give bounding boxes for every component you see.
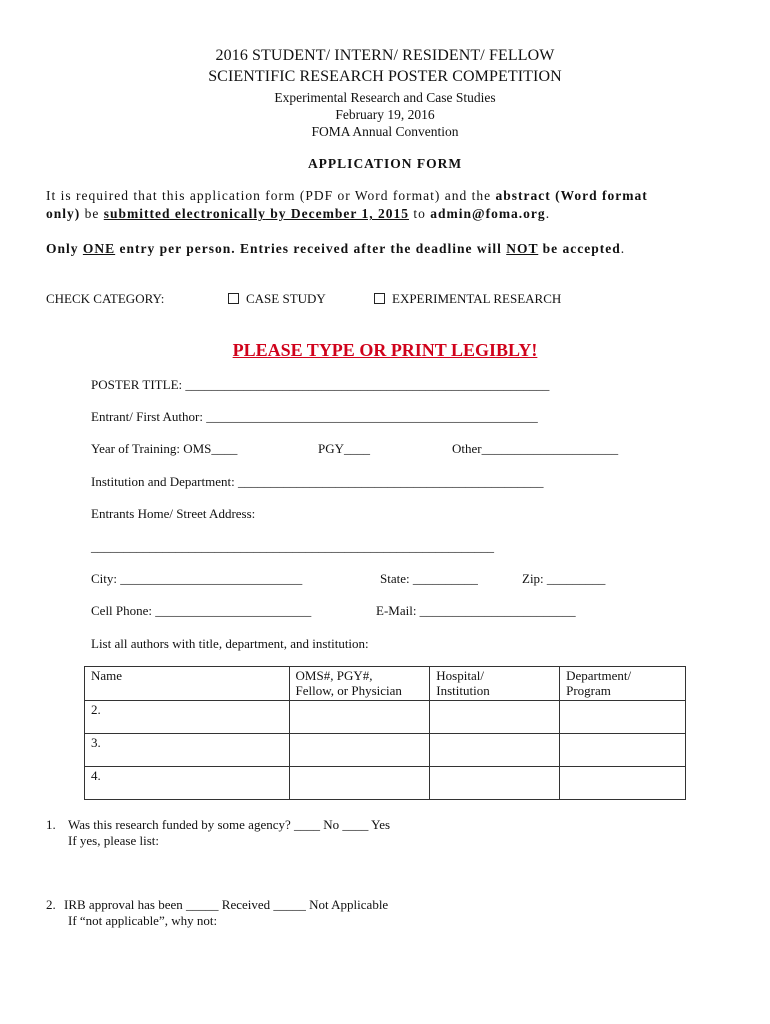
instructions-line-2 (46, 206, 550, 222)
row-number: 2. (91, 702, 101, 717)
title-line-2: SCIENTIFIC RESEARCH POSTER COMPETITION (208, 68, 562, 85)
author-hospital-cell[interactable] (430, 734, 560, 767)
row-number: 4. (91, 768, 101, 783)
year-pgy-field[interactable]: PGY____ (318, 441, 371, 456)
year-oms-field[interactable]: Year of Training: OMS____ (91, 441, 238, 456)
entry-rule-text-3: be accepted (538, 241, 621, 256)
authors-label: List all authors with title, department, and institution: (91, 636, 369, 651)
table-row (85, 734, 686, 767)
table-row (85, 701, 686, 734)
author-title-cell[interactable] (289, 701, 430, 734)
author-title-cell[interactable] (289, 767, 430, 800)
author-hospital-cell[interactable] (430, 767, 560, 800)
header-hospital (430, 667, 560, 701)
not-text: NOT (506, 241, 539, 256)
author-department-cell[interactable] (560, 767, 686, 800)
instructions-line-1 (46, 188, 648, 204)
state-field[interactable]: State: __________ (380, 571, 478, 586)
entry-rule-text-2: entry per person. Entries received after the deadline will (115, 241, 507, 256)
question-2-sub: If “not applicable”, why not: (68, 913, 218, 928)
checkbox-icon[interactable] (374, 293, 385, 304)
submitted-electronically-text: submitted electronically (103, 206, 266, 221)
email-address-link[interactable]: admin@foma.org (430, 206, 546, 221)
one-text: ONE (82, 241, 116, 256)
authors-table (84, 666, 686, 800)
period: . (620, 241, 626, 256)
author-department-cell[interactable] (560, 701, 686, 734)
author-name-cell[interactable] (85, 734, 290, 767)
header-name-text: Name (91, 668, 123, 683)
subtitle-line-2: February 19, 2016 (335, 107, 435, 122)
case-study-label: CASE STUDY (246, 291, 326, 306)
row-number: 3. (91, 735, 101, 750)
question-1-sub: If yes, please list: (68, 833, 159, 848)
abstract-format-text: abstract (Word format (495, 188, 648, 203)
to-text: to (408, 206, 431, 221)
question-1-number: 1. (46, 817, 56, 832)
experimental-research-label: EXPERIMENTAL RESEARCH (392, 291, 562, 306)
author-hospital-cell[interactable] (430, 701, 560, 734)
address-label: Entrants Home/ Street Address: (91, 506, 256, 521)
header-title-text: OMS#, PGY#, Fellow, or Physician (295, 668, 402, 698)
city-field[interactable]: City: ____________________________ (91, 571, 303, 586)
subtitle-line-3: FOMA Annual Convention (311, 124, 459, 139)
table-row (85, 767, 686, 800)
category-case-study[interactable] (228, 291, 326, 307)
category-experimental[interactable] (374, 291, 561, 307)
header-hospital-text: Hospital/ Institution (436, 668, 490, 698)
header-department-text: Department/ Program (566, 668, 632, 698)
zip-field[interactable]: Zip: _________ (522, 571, 606, 586)
cell-phone-field[interactable]: Cell Phone: ________________________ (91, 603, 312, 618)
author-title-cell[interactable] (289, 734, 430, 767)
poster-title-field[interactable]: POSTER TITLE: ________________________________________________________ (91, 377, 550, 392)
email-field[interactable]: E-Mail: ________________________ (376, 603, 576, 618)
title-line-1: 2016 STUDENT/ INTERN/ RESIDENT/ FELLOW (215, 47, 555, 64)
be-text: be (80, 206, 104, 221)
author-department-cell[interactable] (560, 734, 686, 767)
entry-rule (46, 241, 625, 257)
instructions-text: It is required that this application form (PDF or Word format) and the (46, 188, 496, 203)
author-name-cell[interactable] (85, 767, 290, 800)
entrant-field[interactable]: Entrant/ First Author: ___________________________________________________ (91, 409, 538, 424)
question-2-text[interactable]: IRB approval has been _____ Received _____ Not Applicable (64, 897, 389, 912)
header-name (85, 667, 290, 701)
only-text: only) (46, 206, 81, 221)
entry-rule-text: Only (46, 241, 83, 256)
category-label: CHECK CATEGORY: (46, 291, 165, 306)
period: . (545, 206, 551, 221)
deadline-text: by December 1, 2015 (265, 206, 409, 221)
table-header-row (85, 667, 686, 701)
header-title (289, 667, 430, 701)
address-field[interactable]: ______________________________________________________________ (91, 539, 494, 554)
year-other-field[interactable]: Other_____________________ (452, 441, 619, 456)
form-title: APPLICATION FORM (307, 156, 463, 171)
question-1-text[interactable]: Was this research funded by some agency? ____ No ____ Yes (68, 817, 391, 832)
institution-field[interactable]: Institution and Department: _______________________________________________ (91, 474, 544, 489)
author-name-cell[interactable] (85, 701, 290, 734)
header-department (560, 667, 686, 701)
subtitle-line-1: Experimental Research and Case Studies (274, 90, 496, 105)
legibility-notice: PLEASE TYPE OR PRINT LEGIBLY! (232, 340, 538, 360)
checkbox-icon[interactable] (228, 293, 239, 304)
question-2-number: 2. (46, 897, 56, 912)
